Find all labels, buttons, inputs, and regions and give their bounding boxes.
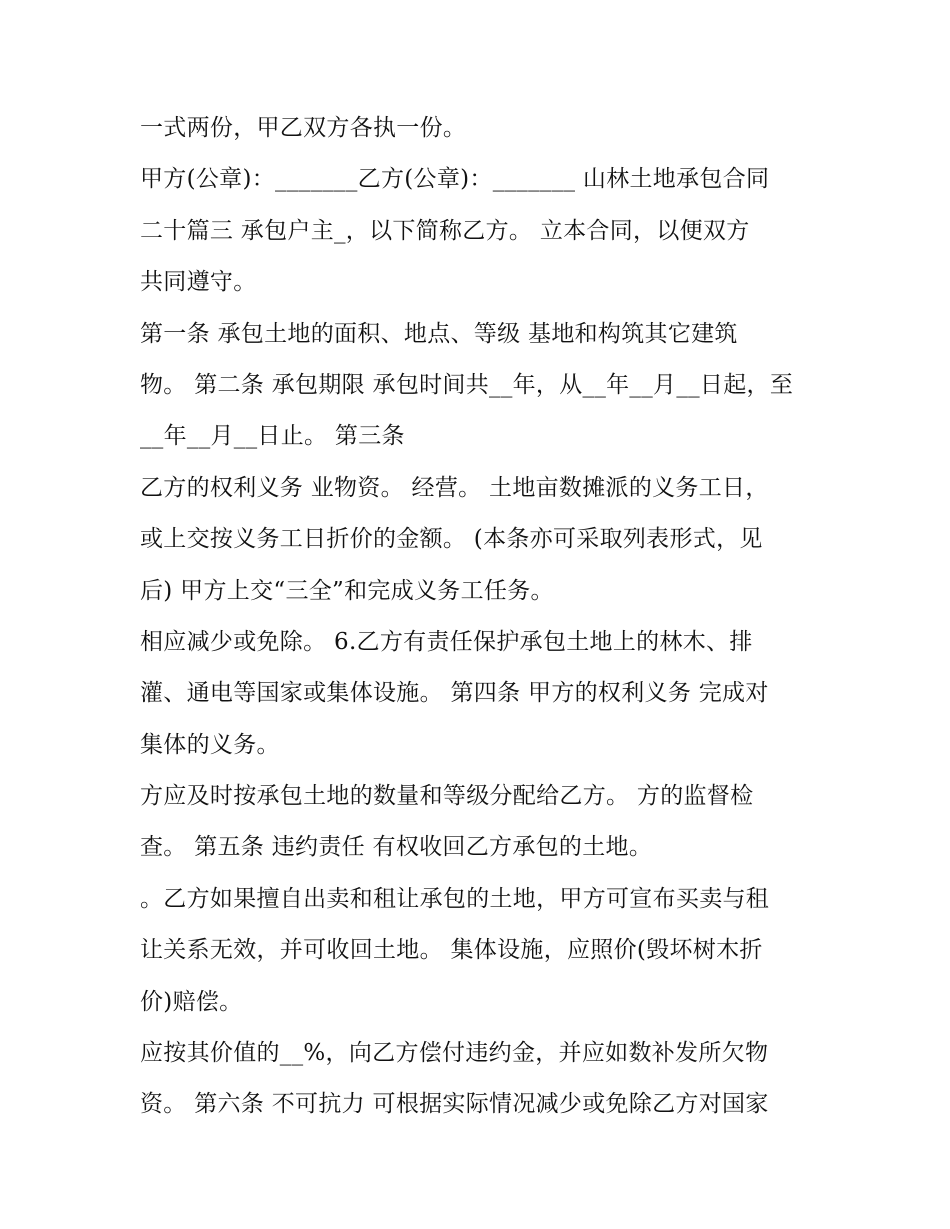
text-line: 相应减少或免除。 6.乙方有责任保护承包土地上的林木、排 (140, 628, 753, 655)
text-line: 应按其价值的__%，向乙方偿付违约金，并应如数补发所欠物 (140, 1040, 769, 1067)
text-line: 让关系无效，并可收回土地。 集体设施，应照价(毁坏树木折 (140, 937, 763, 964)
text-line: 价)赔偿。 (140, 988, 243, 1015)
text-line: 共同遵守。 (140, 269, 257, 296)
text-line: 二十篇三 承包户主_，以下简称乙方。 立本合同，以便双方 (140, 217, 750, 244)
text-line: 后) 甲方上交“三全”和完成义务工任务。 (140, 577, 554, 604)
text-line: 灌、通电等国家或集体设施。 第四条 甲方的权利义务 完成对 (140, 680, 769, 707)
text-line: 第一条 承包土地的面积、地点、等级 基地和构筑其它建筑 (140, 320, 738, 347)
text-line: 集体的义务。 (140, 731, 280, 758)
document-body (140, 103, 820, 1131)
text-line: 资。 第六条 不可抗力 可根据实际情况减少或免除乙方对国家 (140, 1091, 769, 1118)
text-line: 甲方(公章)：_______乙方(公章)：_______ 山林土地承包合同 (140, 166, 770, 193)
text-line: 物。 第二条 承包期限 承包时间共__年，从__年__月__日起，至 (140, 371, 794, 398)
text-line: 。乙方如果擅自出卖和租让承包的土地，甲方可宣布买卖与租 (140, 885, 770, 912)
text-line: 或上交按义务工日折价的金额。 (本条亦可采取列表形式，见 (140, 526, 763, 553)
text-line: 乙方的权利义务 业物资。 经营。 土地亩数摊派的义务工日， (140, 474, 769, 501)
text-line: 方应及时按承包土地的数量和等级分配给乙方。 方的监督检 (140, 783, 754, 810)
text-line: __年__月__日止。 第三条 (140, 423, 405, 450)
text-line: 一式两份，甲乙双方各执一份。 (140, 115, 467, 141)
text-line: 查。 第五条 违约责任 有权收回乙方承包的土地。 (140, 834, 653, 861)
